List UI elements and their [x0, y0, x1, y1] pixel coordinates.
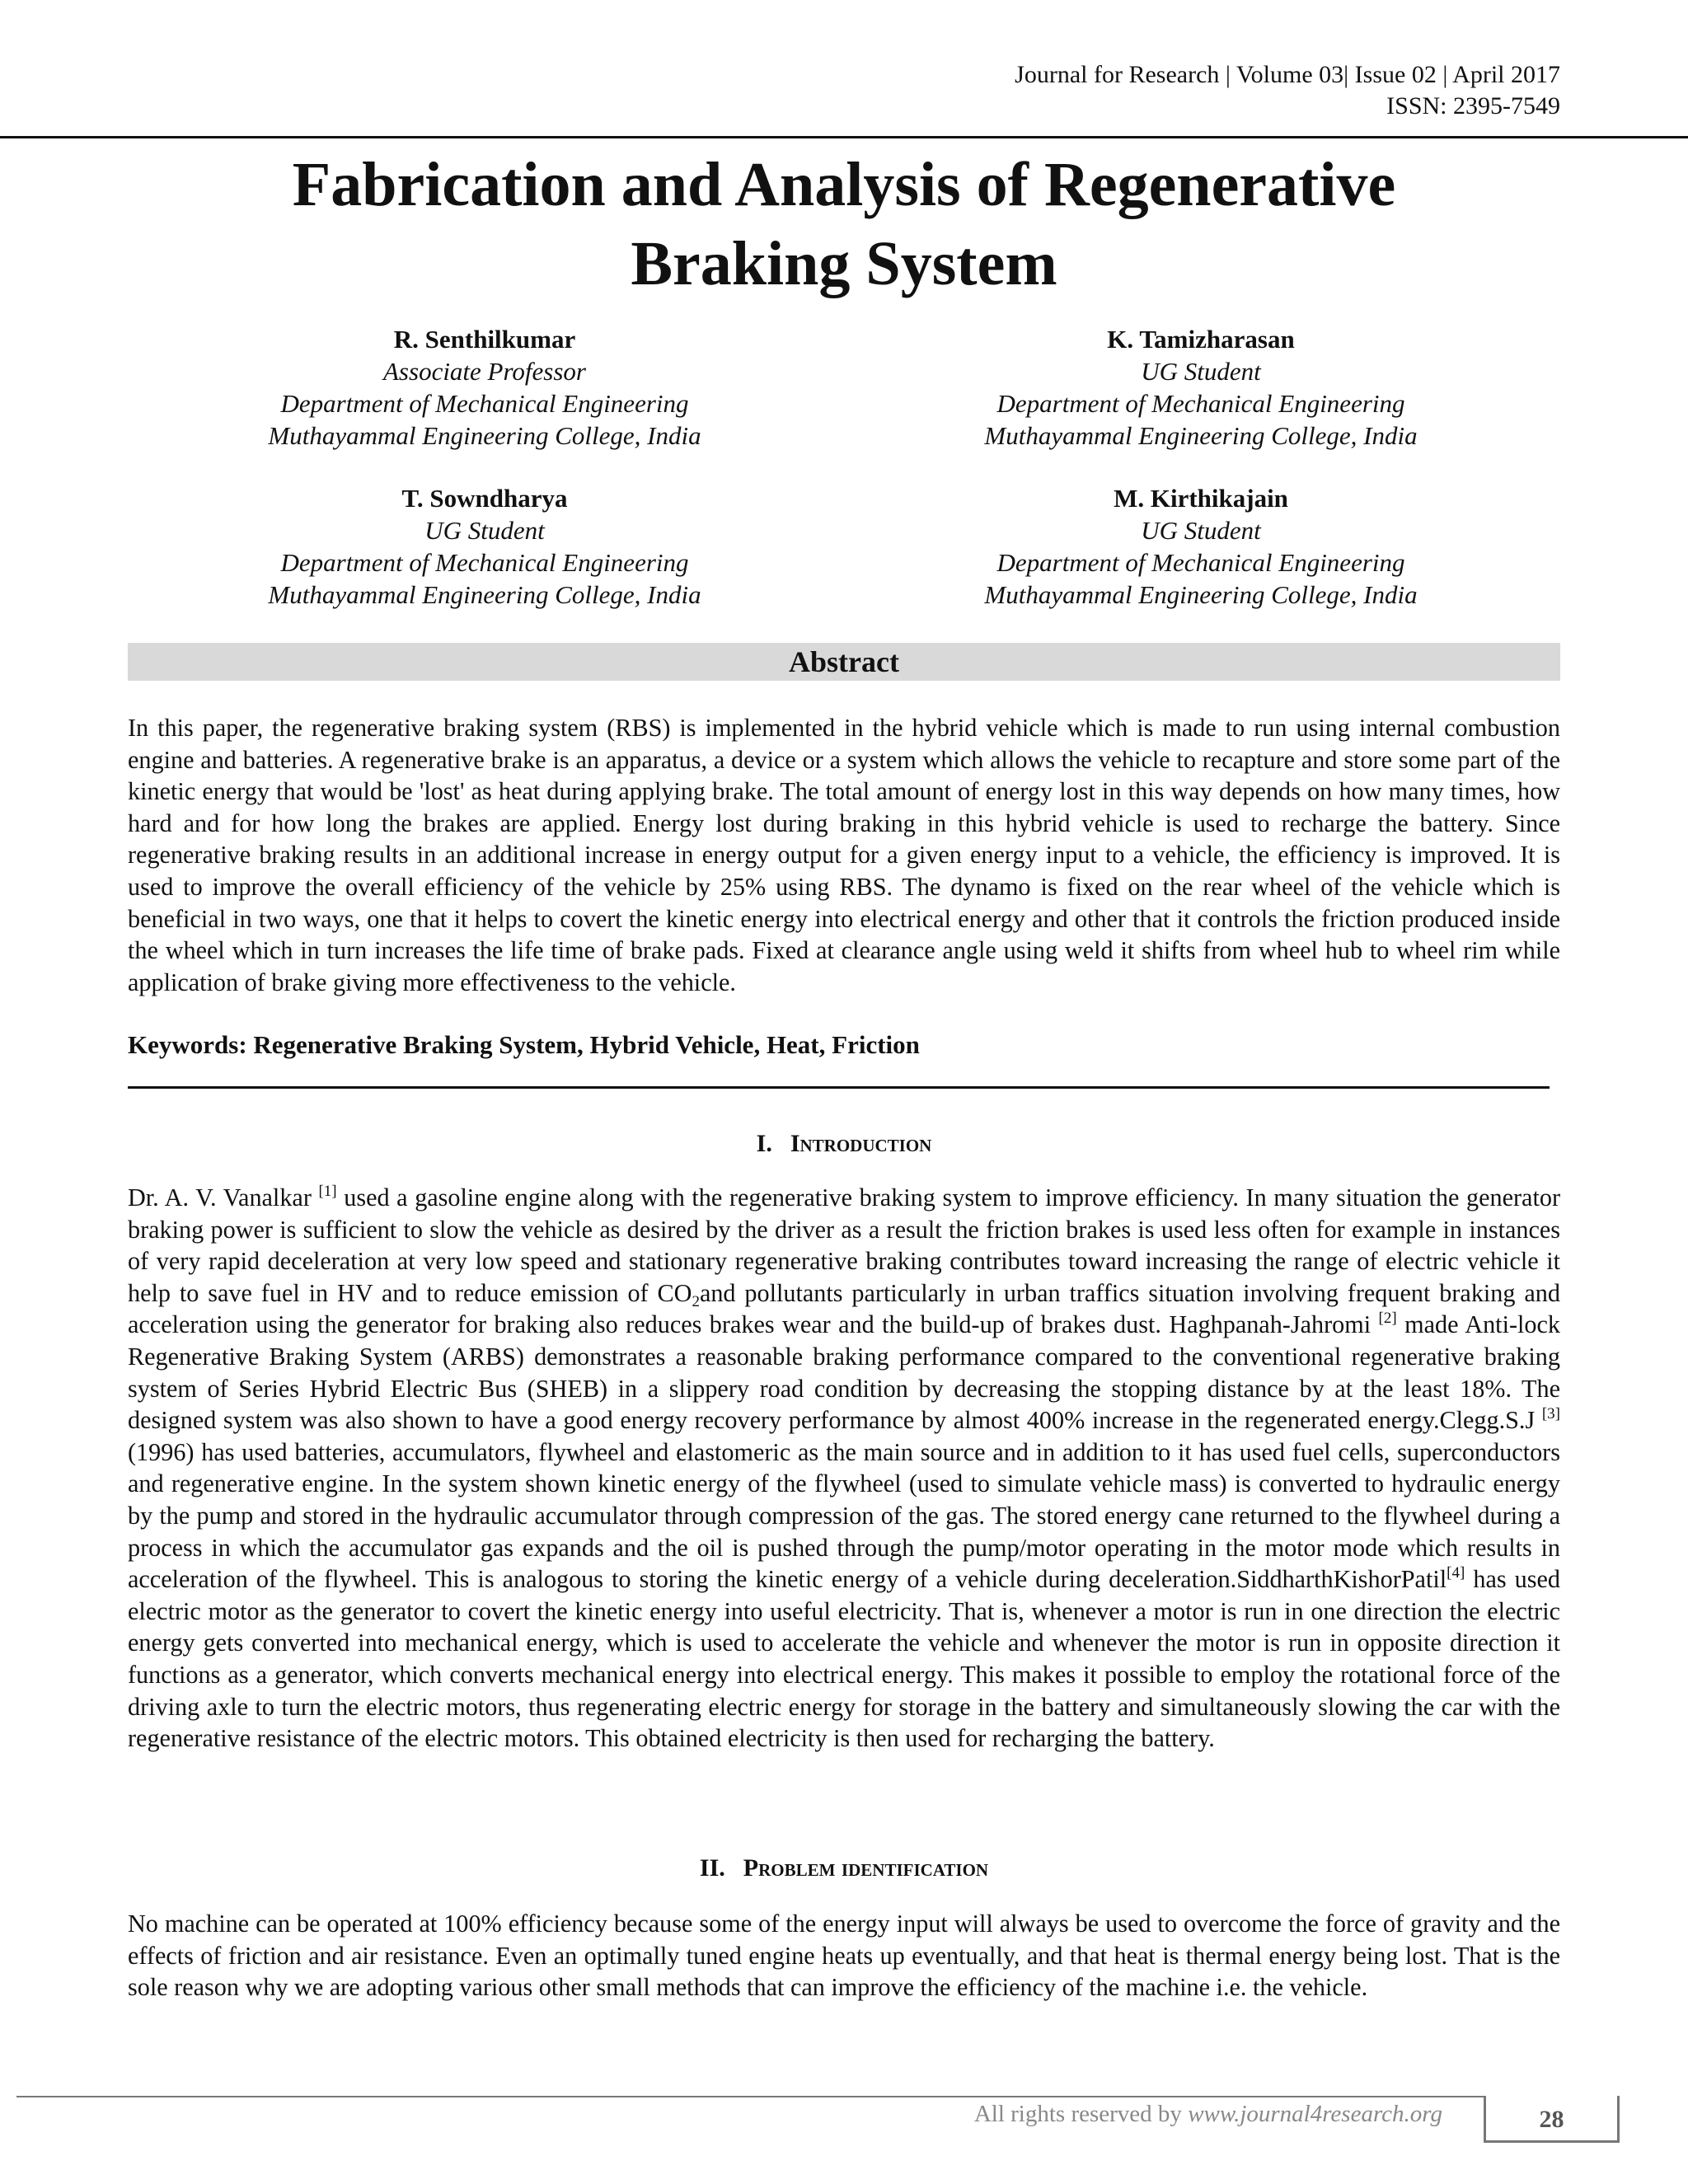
issn: ISSN: 2395-7549 [1386, 92, 1560, 120]
author-name: T. Sowndharya [401, 484, 568, 513]
citation-1: [1] [318, 1183, 337, 1200]
author-college: Muthayammal Engineering College, India [268, 421, 701, 450]
section-number: I. [756, 1130, 772, 1157]
section-title: Introduction [790, 1130, 932, 1157]
section-heading-introduction [128, 1128, 1560, 1160]
subscript-2: 2 [692, 1292, 700, 1310]
abstract-heading: Abstract [128, 643, 1560, 681]
author-block [912, 323, 1489, 452]
citation-4: [4] [1447, 1564, 1465, 1582]
page-number: 28 [1484, 2096, 1620, 2143]
author-block [196, 323, 773, 452]
introduction-text [128, 1182, 1560, 1755]
section-number: II. [699, 1854, 725, 1882]
title-line-1: Fabrication and Analysis of Regenerative [292, 150, 1396, 219]
author-block [912, 482, 1489, 611]
author-department: Department of Mechanical Engineering [280, 548, 689, 577]
journal-header [818, 59, 1560, 122]
intro-text-part: made Anti-lock Regenerative Braking System (ARBS) demonstrates a reasonable braking performance compared to the conventional regenerative braking system of Series Hybrid Electric Bus (SHEB) in a slippery road condition by decreasing the stopping distance by at the least 18%. The designed system was also shown to have a good energy recovery performance by almost 400% increase in the regenerated energy.Clegg.S.J [128, 1310, 1560, 1435]
author-department: Department of Mechanical Engineering [996, 548, 1405, 577]
title-line-2: Braking System [631, 229, 1057, 298]
footer-rule [16, 2096, 1484, 2097]
journal-info: Journal for Research | Volume 03| Issue 02 | April 2017 [1015, 61, 1560, 88]
author-name: R. Senthilkumar [393, 325, 576, 354]
author-college: Muthayammal Engineering College, India [984, 580, 1418, 609]
author-department: Department of Mechanical Engineering [280, 389, 689, 418]
author-role: UG Student [424, 516, 545, 545]
keywords-rule [128, 1086, 1550, 1089]
paper-title [128, 145, 1560, 303]
intro-text-part: (1996) has used batteries, accumulators, flywheel and elastomeric as the main source and in addition to it has used fuel cells, superconductors and regenerative engine. In the system shown kinetic energy of the flywheel (used to simulate vehicle mass) is converted to hydraulic energy by the pump and stored in the hydraulic accumulator through compression of the gas. The stored energy cane returned to the flywheel during a process in which the accumulator gas expands and the oil is pushed through the pump/motor operating in the motor mode which results in acceleration of the flywheel. This is analogous to storing the kinetic energy of a vehicle during deceleration.SiddharthKishorPatil [128, 1437, 1560, 1594]
citation-2: [2] [1378, 1310, 1397, 1328]
section-title: Problem identification [743, 1854, 989, 1882]
rights-text: All rights reserved by [973, 2101, 1189, 2127]
author-name: M. Kirthikajain [1114, 484, 1288, 513]
section-heading-problem [128, 1853, 1560, 1884]
author-role: UG Student [1141, 357, 1261, 386]
journal-url[interactable]: www.journal4research.org [1188, 2101, 1442, 2127]
abstract-text: In this paper, the regenerative braking system (RBS) is implemented in the hybrid vehicle which is made to run using internal combustion engine and batteries. A regenerative brake is an apparatus, a device or a system which allows the vehicle to recapture and store some part of the kinetic energy that would be 'lost' as heat during applying brake. The total amount of energy lost in this way depends on how many times, how hard and for how long the brakes are applied. Energy lost during braking in this hybrid vehicle is used to recharge the battery. Since regenerative braking results in an additional increase in energy output for a given energy input to a vehicle, the efficiency is improved. It is used to improve the overall efficiency of the vehicle by 25% using RBS. The dynamo is fixed on the rear wheel of the vehicle which is beneficial in two ways, one that it helps to covert the kinetic energy into electrical energy and other that it controls the friction produced inside the wheel which in turn increases the life time of brake pads. Fixed at clearance angle using weld it shifts from wheel hub to wheel rim while application of brake giving more effectiveness to the vehicle. [128, 714, 1560, 996]
author-role: Associate Professor [383, 357, 586, 386]
author-name: K. Tamizharasan [1107, 325, 1295, 354]
intro-text-part: has used electric motor as the generator to covert the kinetic energy into useful electricity. That is, whenever a motor is run in one direction the electric energy gets converted into mechanical energy, which is used to accelerate the vehicle and whenever the motor is run in opposite direction it functions as a generator, which converts mechanical energy into electrical energy. This makes it possible to employ the rotational force of the driving axle to turn the electric motors, thus regenerating electric energy for storage in the battery and simultaneously slowing the car with the regenerative resistance of the electric motors. This obtained electricity is then used for recharging the battery. [128, 1565, 1560, 1753]
author-department: Department of Mechanical Engineering [996, 389, 1405, 418]
footer-rights [857, 2099, 1442, 2129]
citation-3: [3] [1541, 1405, 1560, 1423]
author-college: Muthayammal Engineering College, India [268, 580, 701, 609]
author-college: Muthayammal Engineering College, India [984, 421, 1418, 450]
intro-text-part: used a gasoline engine along with the regenerative braking system to improve efficiency. In many situation the generator braking power is sufficient to slow the vehicle as desired by the driver as a result the friction brakes is used less often for example in instances of very rapid deceleration at very low speed and stationary regenerative braking contributes toward increasing the range of electric vehicle it help to save fuel in HV and to reduce emission of CO [128, 1183, 1560, 1307]
intro-text-part: and pollutants particularly in urban traffics situation involving frequent braking and acceleration using the generator for braking also reduces brakes wear and the build-up of brakes dust. Haghpanah-Jahromi [128, 1278, 1560, 1339]
intro-text-part: Dr. A. V. Vanalkar [128, 1183, 319, 1212]
keywords: Keywords: Regenerative Braking System, Hybrid Vehicle, Heat, Friction [128, 1030, 920, 1059]
problem-text: No machine can be operated at 100% efficiency because some of the energy input will always be used to overcome the force of gravity and the effects of friction and air resistance. Even an optimally tuned engine heats up eventually, and that heat is thermal energy being lost. That is the sole reason why we are adopting various other small methods that can improve the efficiency of the machine i.e. the vehicle. [128, 1910, 1560, 2002]
author-role: UG Student [1141, 516, 1261, 545]
author-block [196, 482, 773, 611]
header-rule [0, 136, 1688, 138]
